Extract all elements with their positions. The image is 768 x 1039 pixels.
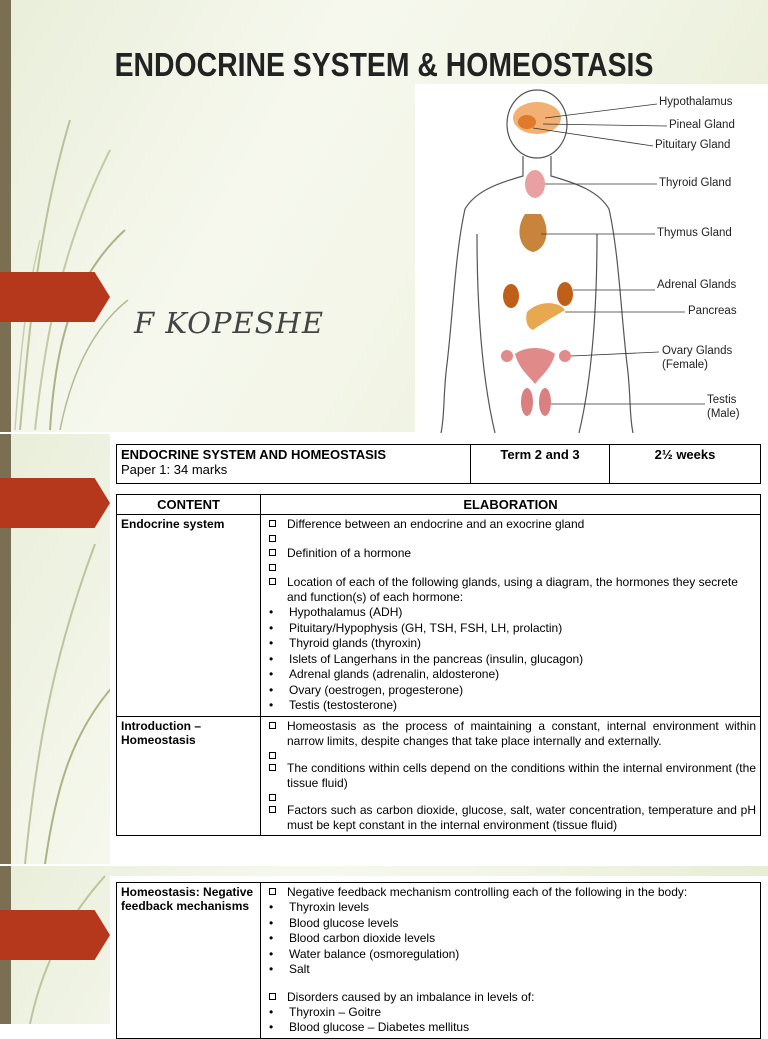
list-item: Negative feedback mechanism controlling each of the following in the body: — [265, 885, 756, 900]
slide-1 — [0, 0, 768, 432]
red-tab-marker — [0, 478, 110, 528]
label-adrenal-glands: Adrenal Glands — [657, 279, 737, 291]
sub-list-item: • Adrenal glands (adrenalin, aldosterone) — [265, 667, 756, 683]
paper-marks: Paper 1: 34 marks — [121, 462, 228, 477]
red-tab-marker — [0, 272, 110, 322]
list-item: Difference between an endocrine and an exocrine gland — [265, 517, 756, 532]
spacer — [265, 791, 756, 803]
table-row — [117, 883, 761, 1039]
list-item: Homeostasis as the process of maintaining a constant, internal environment within narrow limits, despite changes that take place internally and externally. — [265, 719, 756, 749]
red-tab-marker — [0, 910, 110, 960]
spacer — [265, 532, 756, 546]
author-name: F KOPESHE — [134, 306, 325, 340]
spacer — [265, 749, 756, 761]
slide-3 — [0, 866, 768, 1034]
label-testis: Testis — [707, 394, 737, 406]
content-table — [116, 882, 761, 1039]
slide-title: ENDOCRINE SYSTEM & HOMEOSTASIS — [114, 46, 654, 83]
list-item: Disorders caused by an imbalance in levels of: — [265, 990, 756, 1005]
label-ovary-glands: Ovary Glands — [662, 345, 733, 357]
row-content-label: Introduction – Homeostasis — [117, 716, 261, 835]
list-item: Definition of a hormone — [265, 546, 756, 561]
syllabus-table-page — [110, 876, 768, 1034]
syllabus-table-page — [110, 434, 768, 864]
spacer — [265, 561, 756, 575]
sub-list-item: • Thyroxin – Goitre — [265, 1005, 756, 1021]
list-item: Location of each of the following glands, using a diagram, the hormones they secrete and function(s) of each hormone: — [265, 575, 756, 605]
sub-list-item: • Islets of Langerhans in the pancreas (insulin, glucagon) — [265, 652, 756, 668]
label-pineal-gland: Pineal Gland — [669, 119, 735, 131]
label-testis-male: (Male) — [707, 408, 740, 420]
label-pancreas: Pancreas — [688, 305, 737, 317]
body-outline — [415, 84, 768, 433]
sub-list-item: • Thyroxin levels — [265, 900, 756, 916]
duration-label: 2½ weeks — [654, 447, 716, 462]
label-ovary-female: (Female) — [662, 359, 709, 371]
sub-list-item: • Blood glucose – Diabetes mellitus — [265, 1020, 756, 1036]
label-pituitary-gland: Pituitary Gland — [655, 139, 731, 151]
row-content-label: Endocrine system — [117, 515, 261, 717]
sub-list-item: • Testis (testosterone) — [265, 698, 756, 714]
content-table — [116, 494, 761, 836]
term-label: Term 2 and 3 — [500, 447, 580, 462]
topic-heading: ENDOCRINE SYSTEM AND HOMEOSTASIS — [121, 447, 387, 462]
table-row — [117, 716, 761, 835]
list-item: The conditions within cells depend on the conditions within the internal environment (the tissue fluid) — [265, 761, 756, 791]
sub-list-item: • Hypothalamus (ADH) — [265, 605, 756, 621]
label-thyroid-gland: Thyroid Gland — [659, 177, 732, 189]
slide-2 — [0, 434, 768, 864]
row-content-label: Homeostasis: Negative feedback mechanisms — [117, 883, 261, 1039]
label-hypothalamus: Hypothalamus — [659, 96, 733, 108]
sub-list-item: • Thyroid glands (thyroxin) — [265, 636, 756, 652]
sub-list-item: • Blood glucose levels — [265, 916, 756, 932]
sub-list-item: • Salt — [265, 962, 756, 978]
sub-list-item: • Ovary (oestrogen, progesterone) — [265, 683, 756, 699]
list-item: Factors such as carbon dioxide, glucose, salt, water concentration, temperature and pH must be kept constant in the internal environment (tissue fluid) — [265, 803, 756, 833]
sub-list-item: • Pituitary/Hypophysis (GH, TSH, FSH, LH, prolactin) — [265, 621, 756, 637]
header-table — [116, 444, 761, 484]
sub-list-item: • Blood carbon dioxide levels — [265, 931, 756, 947]
sub-list-item: • Water balance (osmoregulation) — [265, 947, 756, 963]
endocrine-body-diagram — [415, 84, 768, 433]
spacer — [265, 978, 756, 990]
column-header-elaboration: ELABORATION — [261, 495, 761, 515]
table-row — [117, 515, 761, 717]
label-thymus-gland: Thymus Gland — [657, 227, 732, 239]
column-header-content: CONTENT — [117, 495, 261, 515]
